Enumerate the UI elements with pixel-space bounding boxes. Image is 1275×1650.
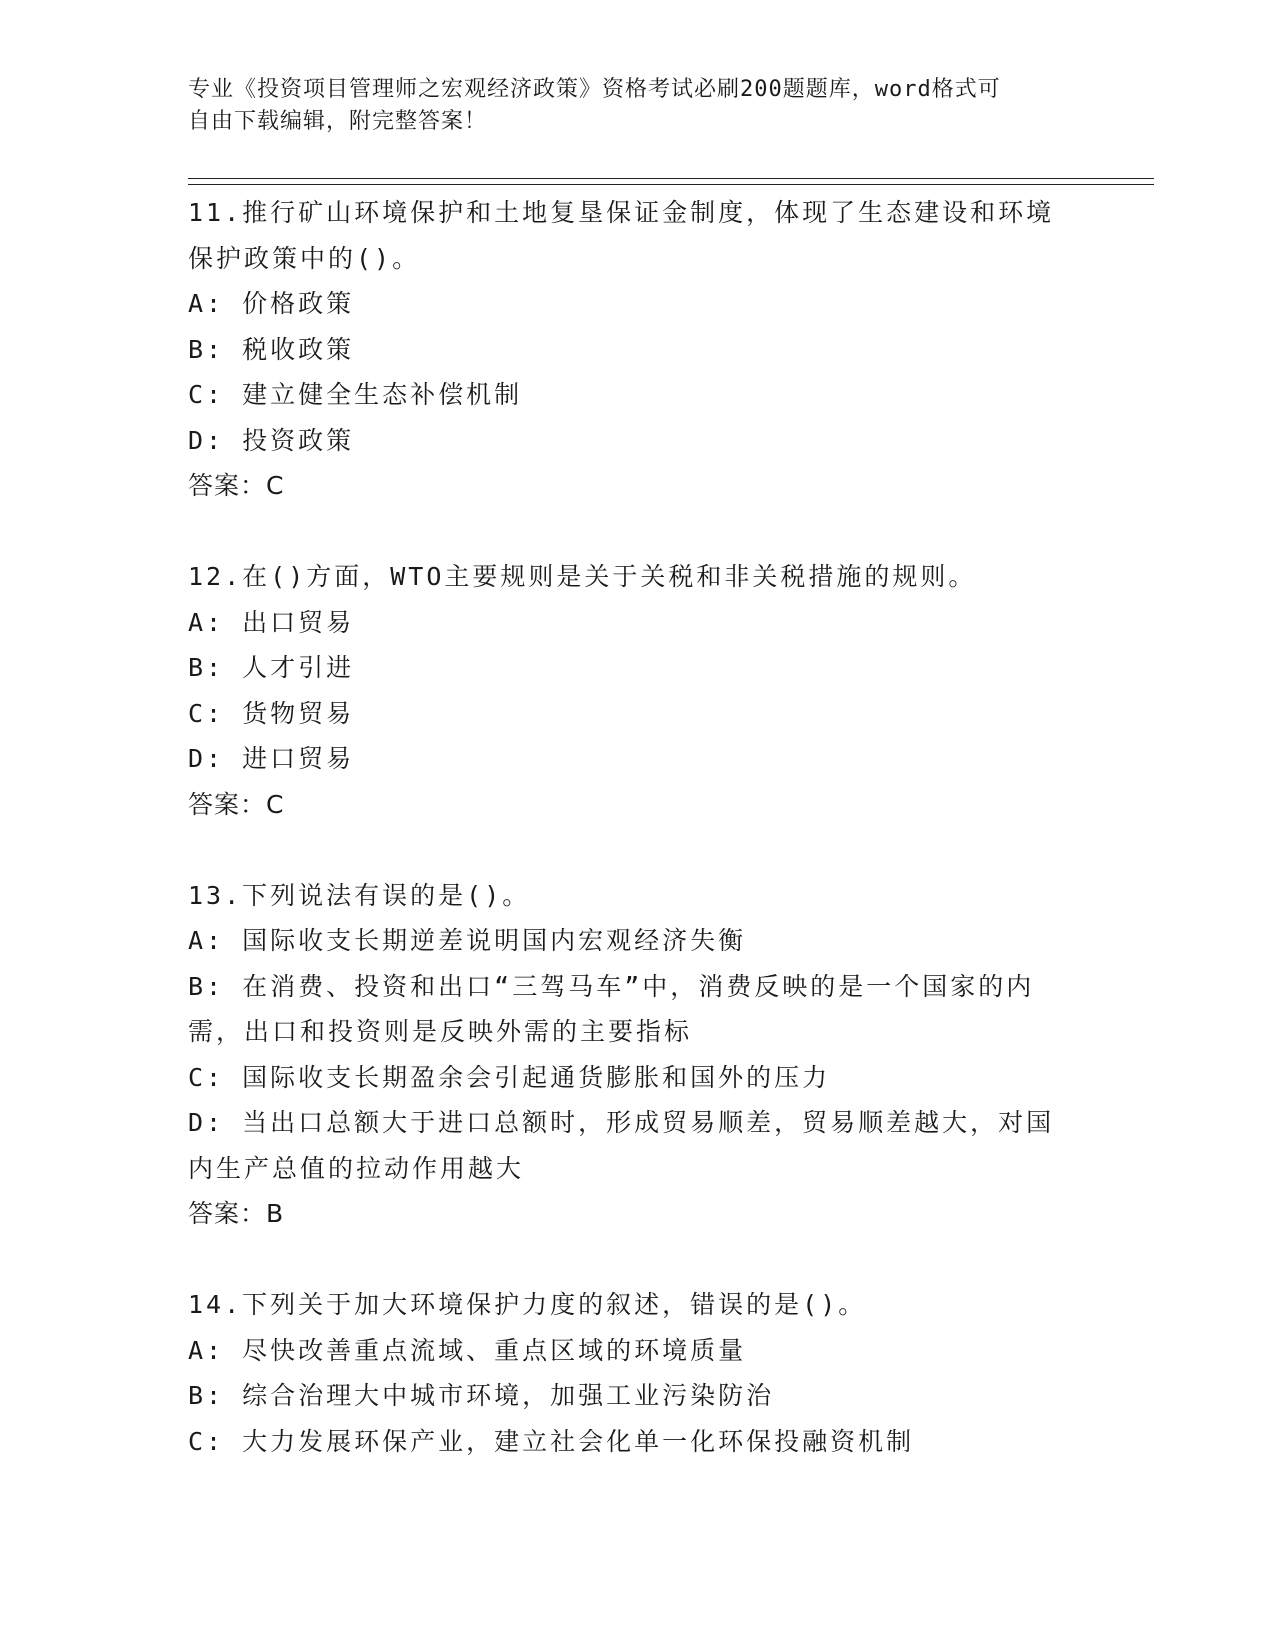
question-stem: 14.下列关于加大环境保护力度的叙述，错误的是()。	[188, 1290, 867, 1319]
question-stem: 保护政策中的()。	[188, 243, 421, 273]
option-b: B: 税收政策	[188, 334, 355, 364]
question-stem: 13.下列说法有误的是()。	[188, 880, 531, 910]
header-line: 自由下载编辑，附完整答案！	[188, 109, 488, 134]
answer: 答案：C	[188, 471, 285, 500]
option-b: B: 人才引进	[188, 653, 355, 682]
option-d: 内生产总值的拉动作用越大	[188, 1153, 525, 1183]
question-11	[188, 190, 1088, 509]
option-c: C: 货物贸易	[188, 698, 355, 728]
answer: 答案：C	[188, 789, 285, 819]
document-header	[188, 74, 1068, 138]
option-d: D: 当出口总额大于进口总额时，形成贸易顺差，贸易顺差越大，对国	[188, 1108, 1055, 1137]
question-14	[188, 1282, 1088, 1464]
option-a: A: 价格政策	[188, 289, 355, 318]
option-d: D: 投资政策	[188, 425, 355, 455]
question-12	[188, 554, 1088, 827]
option-d: D: 进口贸易	[188, 744, 355, 773]
question-stem: 12.在()方面，WTO主要规则是关于关税和非关税措施的规则。	[188, 562, 977, 591]
header-divider-top	[188, 178, 1154, 179]
question-13	[188, 873, 1088, 1237]
question-stem: 11.推行矿山环境保护和土地复垦保证金制度，体现了生态建设和环境	[188, 198, 1055, 227]
answer: 答案：B	[188, 1199, 285, 1228]
option-c: C: 大力发展环保产业，建立社会化单一化环保投融资机制	[188, 1426, 915, 1456]
option-c: C: 建立健全生态补偿机制	[188, 380, 523, 409]
question-list	[188, 190, 1088, 1464]
option-b: B: 综合治理大中城市环境，加强工业污染防治	[188, 1381, 775, 1410]
option-a: A: 出口贸易	[188, 607, 355, 637]
option-b: B: 在消费、投资和出口“三驾马车”中，消费反映的是一个国家的内	[188, 971, 1035, 1001]
option-c: C: 国际收支长期盈余会引起通货膨胀和国外的压力	[188, 1062, 831, 1092]
option-b: 需，出口和投资则是反映外需的主要指标	[188, 1017, 693, 1046]
header-line: 专业《投资项目管理师之宏观经济政策》资格考试必刷200题题库，word格式可	[188, 77, 1001, 102]
option-a: A: 尽快改善重点流域、重点区域的环境质量	[188, 1335, 747, 1365]
header-divider-bottom	[188, 184, 1154, 185]
option-a: A: 国际收支长期逆差说明国内宏观经济失衡	[188, 926, 747, 955]
